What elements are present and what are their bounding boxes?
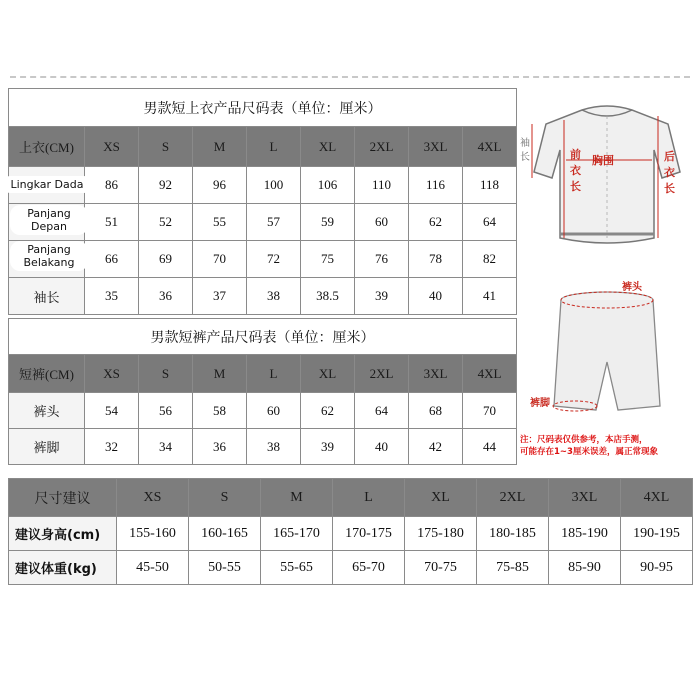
table-cell: 52 [139, 204, 193, 241]
size-header-l: L [333, 479, 405, 517]
table-cell: 72 [247, 241, 301, 278]
table-row [9, 551, 693, 585]
table-cell: 75 [301, 241, 355, 278]
top-divider [10, 76, 690, 78]
table-cell: 82 [463, 241, 517, 278]
table-cell: 45-50 [117, 551, 189, 585]
table-cell: 40 [409, 278, 463, 315]
table-cell: 38.5 [301, 278, 355, 315]
table-cell: 41 [463, 278, 517, 315]
jersey-size-table [8, 88, 517, 315]
table-cell: 85-90 [549, 551, 621, 585]
table-row [9, 517, 693, 551]
table-cell: 57 [247, 204, 301, 241]
table-cell: 44 [463, 429, 517, 465]
table-row [9, 278, 517, 315]
size-header-m: M [261, 479, 333, 517]
corner-header: 尺寸建议 [9, 479, 117, 517]
size-header-xl: XL [301, 355, 355, 393]
shorts-size-table [8, 318, 517, 465]
table-cell: 51 [85, 204, 139, 241]
table-cell: 118 [463, 167, 517, 204]
size-header-3xl: 3XL [409, 127, 463, 167]
table-cell: 180-185 [477, 517, 549, 551]
jersey-table-title: 男款短上衣产品尺码表（单位：厘米） [9, 89, 517, 127]
table-cell: 160-165 [189, 517, 261, 551]
table-cell: 70-75 [405, 551, 477, 585]
table-cell: 106 [301, 167, 355, 204]
jersey-measurement-diagram [518, 88, 696, 258]
size-header-3xl: 3XL [549, 479, 621, 517]
note-line-2: 可能存在1~3厘米误差，属正常现象 [520, 447, 658, 457]
table-cell: 34 [139, 429, 193, 465]
table-cell: 65-70 [333, 551, 405, 585]
chest-label: 胸围 [592, 154, 614, 167]
table-cell: 62 [409, 204, 463, 241]
table-cell: 78 [409, 241, 463, 278]
row-label: 裤脚 [9, 429, 85, 465]
label-panjang-belakang: Panjang Belakang [10, 241, 88, 271]
table-cell: 66 [85, 241, 139, 278]
table-cell: 37 [193, 278, 247, 315]
table-cell: 70 [193, 241, 247, 278]
row-label: 袖长 [9, 278, 85, 315]
note-line-1: 注：尺码表仅供参考，本店手测， [520, 435, 648, 445]
table-cell: 54 [85, 393, 139, 429]
back-length-label: 后衣长 [664, 150, 675, 195]
table-cell: 165-170 [261, 517, 333, 551]
shorts-table-title: 男款短裤产品尺码表（单位：厘米） [9, 319, 517, 355]
table-cell: 70 [463, 393, 517, 429]
table-cell: 62 [301, 393, 355, 429]
front-length-label: 前衣长 [570, 148, 581, 193]
table-cell: 76 [355, 241, 409, 278]
table-cell: 64 [463, 204, 517, 241]
table-cell: 68 [409, 393, 463, 429]
table-cell: 59 [301, 204, 355, 241]
hem-label: 裤脚 [530, 398, 550, 409]
size-header-s: S [189, 479, 261, 517]
table-cell: 39 [301, 429, 355, 465]
row-label: 建议体重(kg) [9, 551, 117, 585]
table-row [9, 429, 517, 465]
table-cell: 60 [247, 393, 301, 429]
table-cell: 39 [355, 278, 409, 315]
size-header-2xl: 2XL [477, 479, 549, 517]
table-cell: 58 [193, 393, 247, 429]
corner-header: 短裤(CM) [9, 355, 85, 393]
table-cell: 170-175 [333, 517, 405, 551]
table-cell: 35 [85, 278, 139, 315]
table-cell: 100 [247, 167, 301, 204]
size-header-4xl: 4XL [621, 479, 693, 517]
size-header-l: L [247, 355, 301, 393]
table-cell: 32 [85, 429, 139, 465]
size-header-2xl: 2XL [355, 355, 409, 393]
size-header-4xl: 4XL [463, 355, 517, 393]
table-cell: 38 [247, 278, 301, 315]
size-header-s: S [139, 127, 193, 167]
table-cell: 110 [355, 167, 409, 204]
table-cell: 40 [355, 429, 409, 465]
table-cell: 185-190 [549, 517, 621, 551]
size-header-l: L [247, 127, 301, 167]
table-cell: 42 [409, 429, 463, 465]
table-cell: 75-85 [477, 551, 549, 585]
table-row [9, 393, 517, 429]
table-cell: 50-55 [189, 551, 261, 585]
size-header-m: M [193, 127, 247, 167]
table-cell: 116 [409, 167, 463, 204]
table-cell: 92 [139, 167, 193, 204]
size-header-xs: XS [85, 355, 139, 393]
shorts-outline [554, 300, 660, 410]
row-label: 裤头 [9, 393, 85, 429]
size-header-s: S [139, 355, 193, 393]
table-cell: 155-160 [117, 517, 189, 551]
size-header-xs: XS [117, 479, 189, 517]
size-header-xs: XS [85, 127, 139, 167]
size-recommendation-table [8, 478, 693, 585]
table-cell: 96 [193, 167, 247, 204]
size-note [520, 434, 696, 458]
shorts-measurement-diagram [518, 278, 696, 428]
size-header-4xl: 4XL [463, 127, 517, 167]
table-cell: 90-95 [621, 551, 693, 585]
size-header-m: M [193, 355, 247, 393]
table-cell: 36 [193, 429, 247, 465]
label-lingkar-dada: Lingkar Dada [2, 176, 92, 193]
row-label: 建议身高(cm) [9, 517, 117, 551]
table-cell: 190-195 [621, 517, 693, 551]
table-cell: 36 [139, 278, 193, 315]
table-cell: 55-65 [261, 551, 333, 585]
size-header-xl: XL [405, 479, 477, 517]
size-header-xl: XL [301, 127, 355, 167]
corner-header: 上衣(CM) [9, 127, 85, 167]
table-cell: 55 [193, 204, 247, 241]
label-panjang-depan: Panjang Depan [10, 205, 88, 235]
table-cell: 175-180 [405, 517, 477, 551]
waist-label: 裤头 [622, 282, 642, 293]
table-cell: 64 [355, 393, 409, 429]
size-header-3xl: 3XL [409, 355, 463, 393]
table-cell: 56 [139, 393, 193, 429]
size-header-2xl: 2XL [355, 127, 409, 167]
table-cell: 86 [85, 167, 139, 204]
sleeve-label: 袖长 [520, 138, 530, 163]
table-cell: 60 [355, 204, 409, 241]
table-cell: 38 [247, 429, 301, 465]
table-cell: 69 [139, 241, 193, 278]
